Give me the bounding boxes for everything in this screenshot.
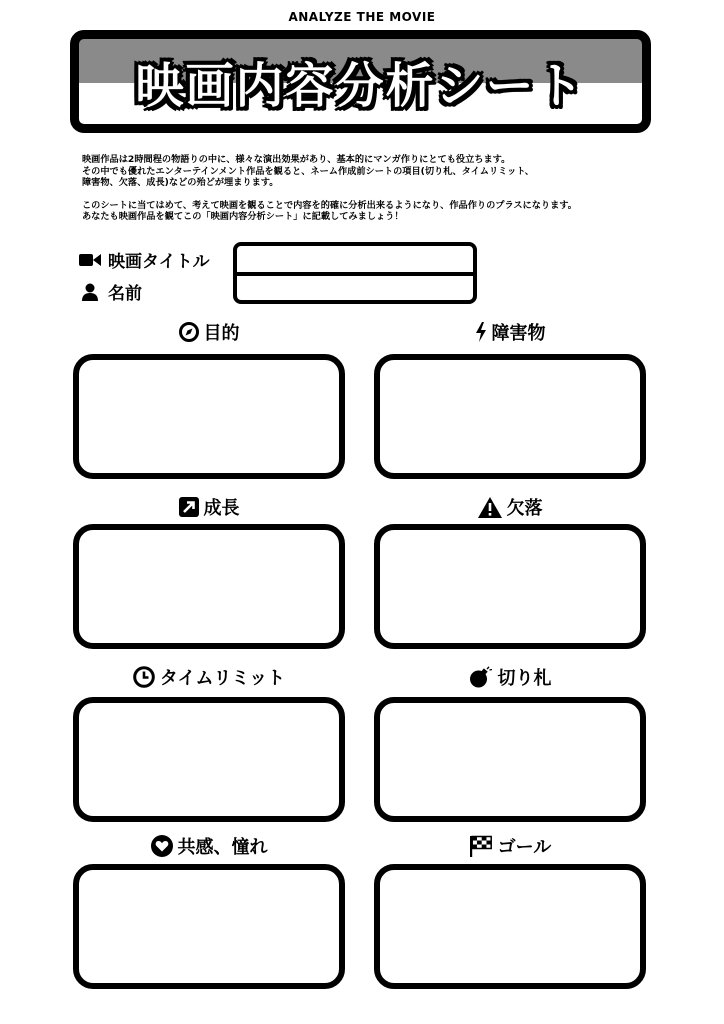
trump-card-box[interactable] [374,697,646,822]
page-title: 映画内容分析シート [135,58,586,114]
intro-line: 障害物、欠落、成長)などの殆どが埋まります。 [82,177,279,189]
lack-input[interactable] [380,530,640,643]
empathy-box[interactable] [73,864,345,989]
intro-line: 映画作品は2時間程の物語りの中に、様々な演出効果があり、基本的にマンガ作りにとても役立ちます。 [82,154,511,165]
divider [237,272,473,276]
movie-title-row [78,247,210,272]
section-label-time-limit [73,664,345,690]
intro-text [82,154,662,234]
page-subtitle: ANALYZE THE MOVIE [288,10,436,24]
growth-box[interactable] [73,524,345,649]
arrow-up-right-icon [179,497,199,517]
section-label-text: タイムリミット [159,668,286,689]
goal-box[interactable] [374,864,646,989]
section-label-text: 成長 [203,498,240,519]
section-label-text: 目的 [203,323,240,344]
growth-input[interactable] [79,530,339,643]
name-input[interactable] [243,279,467,299]
section-label-text: 共感、憧れ [177,837,268,858]
section-label-goal [374,833,646,859]
user-icon [78,283,102,301]
name-label: 名前 [108,284,142,304]
name-row [78,279,142,304]
intro-line: その中でも優れたエンターテインメント作品を観ると、ネーム作成前シートの項目(切り札、タイムリミット、 [82,165,534,177]
title-banner [70,30,651,133]
goal-input[interactable] [380,870,640,983]
intro-paragraph-2 [82,200,662,223]
section-label-empathy [73,833,345,859]
empathy-input[interactable] [79,870,339,983]
lack-box[interactable] [374,524,646,649]
purpose-box[interactable] [73,354,345,479]
movie-title-input[interactable] [243,249,467,269]
intro-line: あなたも映画作品を観てこの「映画内容分析シート」に記載してみましょう！ [82,211,404,223]
lightning-icon [475,322,487,342]
section-label-lack [374,494,646,520]
time-limit-box[interactable] [73,697,345,822]
movie-title-label: 映画タイトル [108,252,210,272]
section-label-text: 障害物 [491,323,546,344]
clock-icon [133,666,155,688]
warning-icon [478,497,502,518]
intro-line: このシートに当てはめて、考えて映画を観ることで内容を的確に分析出来るようになり、作品作りのプラスになります。 [82,199,577,211]
title-name-box [233,242,477,304]
section-label-text: ゴール [497,837,552,858]
time-limit-input[interactable] [79,703,339,816]
trump-card-input[interactable] [380,703,640,816]
section-label-growth [73,494,345,520]
compass-icon [179,322,199,342]
section-label-text: 欠落 [506,498,543,519]
section-label-text: 切り札 [497,668,552,689]
obstacle-box[interactable] [374,354,646,479]
section-label-trump-card [374,664,646,690]
section-label-obstacle [374,319,646,345]
checkered-flag-icon [469,835,493,857]
obstacle-input[interactable] [380,360,640,473]
purpose-input[interactable] [79,360,339,473]
video-camera-icon [78,251,102,269]
heart-icon [151,835,173,857]
intro-paragraph-1 [82,154,662,189]
section-label-purpose [73,319,345,345]
bomb-icon [469,666,493,688]
